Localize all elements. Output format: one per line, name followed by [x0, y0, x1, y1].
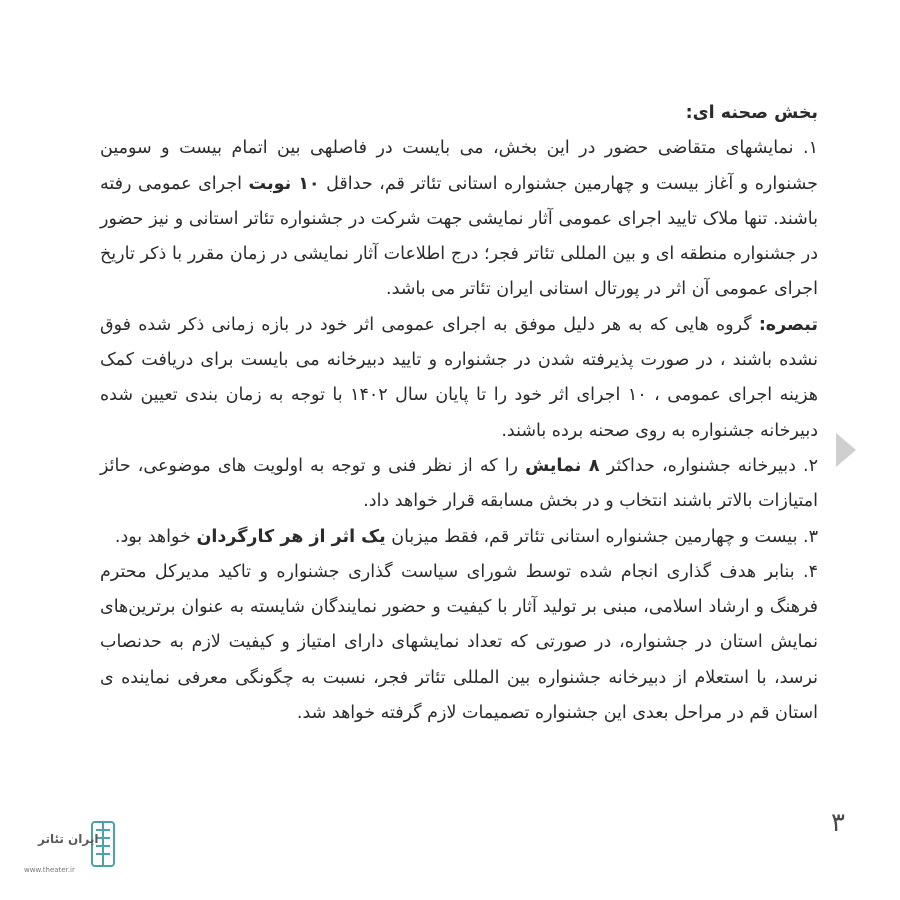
rule-item-3-text: ۳. بیست و چهارمین جشنواره استانی تئاتر قم، فقط میزبان [385, 526, 818, 547]
logo-url: www.theater.ir [24, 866, 75, 874]
page-number: ۳ [831, 808, 845, 838]
note-label: تبصره: [758, 314, 818, 335]
rule-item-3 [100, 520, 818, 555]
rule-item-2-emphasis: ۸ نمایش [525, 455, 600, 476]
rule-item-1 [100, 131, 818, 307]
note-text: گروه هایی که به هر دلیل موفق به اجرای عمومی اثر خود در بازه زمانی ذکر شده فوق نشده باشند ، در صورت پذیرفته شدن در جشنواره و تایید دبیرخانه می بایست برای دریافت کمک هزینه اجرای عمومی ، ۱۰ اجرای اثر خود را تا پایان سال ۱۴۰۲ با توجه به زمان بندی تعیین شده دبیرخانه جشنواره به روی صحنه برده باشند. [100, 314, 818, 441]
iran-theater-logo [18, 818, 118, 882]
next-page-arrow-icon[interactable] [834, 431, 858, 469]
logo-name: ایران تئاتر [38, 832, 99, 846]
rule-item-1-rest: اجرای عمومی رفته باشند. تنها ملاک تایید اجرای عمومی آثار نمایشی جهت شرکت در جشنواره تئاتر استانی و نیز حضور در جشنواره منطقه ای و بین المللی تئاتر فجر؛ درج اطلاعات آثار نمایشی در زمان مقرر با ذکر تاریخ اجرای عمومی آن اثر در پورتال استانی ایران تئاتر می باشد. [100, 173, 818, 300]
rule-item-2 [100, 449, 818, 520]
rule-item-4: ۴. بنابر هدف گذاری انجام شده توسط شورای سیاست گذاری جشنواره و تاکید مدیرکل محترم فرهنگ و ارشاد اسلامی، مبنی بر تولید آثار با کیفیت و حضور نمایندگان شایسته به عنوان برترین‌های نمایش استان در جشنواره، در صورتی که تعداد نمایشهای دارای امتیاز و کیفیت لازم به حدنصاب نرسد، با استعلام از دبیرخانه جشنواره بین المللی تئاتر فجر، نسبت به چگونگی معرفی نماینده ی استان قم در مراحل بعدی این جشنواره تصمیمات لازم گرفته خواهد شد. [100, 561, 818, 724]
note [100, 308, 818, 449]
rule-item-3-rest: خواهد بود. [114, 526, 197, 547]
section-heading: بخش صحنه ای: [685, 103, 818, 123]
rule-item-2-text: ۲. دبیرخانه جشنواره، حداکثر [599, 455, 818, 476]
rule-item-1-text: ۱. نمایشهای متقاضی حضور در این بخش، می بایست در فاصلهی بین اتمام بیست و سومین جشنواره و آغاز بیست و چهارمین جشنواره استانی تئاتر قم، حداقل [100, 138, 818, 194]
document-body [100, 96, 818, 731]
rule-item-1-emphasis: ۱۰ نوبت [248, 173, 320, 194]
rule-item-3-emphasis: یک اثر از هر کارگردان [196, 526, 386, 547]
rule-item-2-rest: را که از نظر فنی و توجه به اولویت های موضوعی، حائز امتیازات بالاتر باشند انتخاب و در بخش مسابقه قرار خواهد داد. [100, 455, 818, 512]
